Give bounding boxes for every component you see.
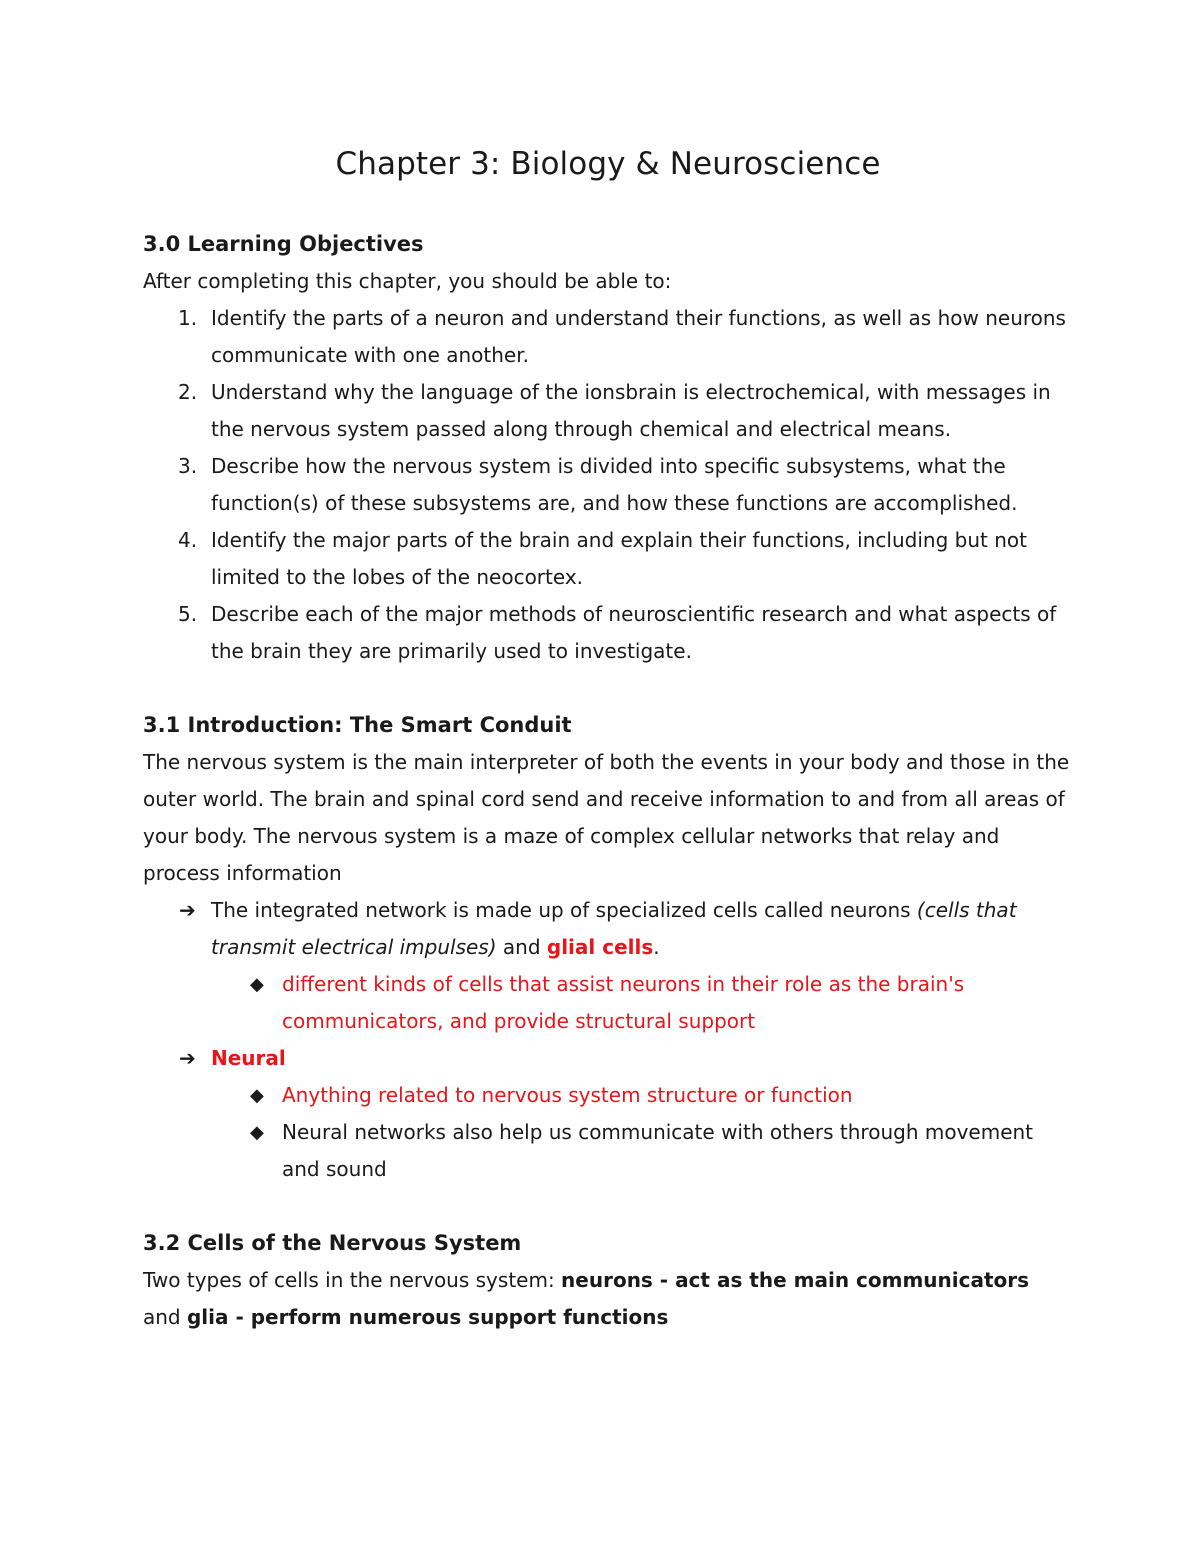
objective-item: 3. Describe how the nervous system is divided into specific subsystems, what the function(s) of these subsystems are, and how these functions are accomplished.	[178, 454, 1018, 515]
objectives-intro: After completing this chapter, you should be able to:	[143, 269, 672, 293]
bullet-integrated-network: ➔ The integrated network is made up of specialized cells called neurons (cells that transmit electrical impulses) and glial cells.	[143, 892, 1073, 966]
sub-bullet-neural-networks: ◆ Neural networks also help us communicate with others through movement and sound	[143, 1114, 1073, 1188]
section-heading-3-2: 3.2 Cells of the Nervous System	[143, 1231, 522, 1255]
glial-cells-term: glial cells	[546, 935, 654, 959]
intro-paragraph: The nervous system is the main interpreter of both the events in your body and those in the outer world. The brain and spinal cord send and receive information to and from all areas of your body. The nervous system is a maze of complex cellular networks that relay and process information	[143, 750, 1070, 885]
objective-item: 5. Describe each of the major methods of neuroscientific research and what aspects of the brain they are primarily used to investigate.	[178, 602, 1057, 663]
objective-item: 1. Identify the parts of a neuron and understand their functions, as well as how neurons communicate with one another.	[178, 306, 1066, 367]
page-title: Chapter 3: Biology & Neuroscience	[335, 146, 881, 182]
sub-bullet-glial-definition: ◆ different kinds of cells that assist neurons in their role as the brain's communicators, and provide structural support	[143, 966, 1073, 1040]
document-page	[143, 140, 1073, 1336]
objective-item: 4. Identify the major parts of the brain and explain their functions, including but not limited to the lobes of the neocortex.	[178, 528, 1027, 589]
diamond-icon: ◆	[250, 1085, 264, 1106]
objective-item: 2. Understand why the language of the ionsbrain is electrochemical, with messages in the nervous system passed along through chemical and electrical means.	[178, 380, 1051, 441]
diamond-icon: ◆	[250, 1122, 264, 1143]
arrow-icon: ➔	[179, 898, 196, 922]
objectives-list	[143, 300, 1073, 670]
cell-types-paragraph: Two types of cells in the nervous system: neurons - act as the main communicators and glia - perform numerous support functions	[143, 1268, 1030, 1329]
section-heading-3-0: 3.0 Learning Objectives	[143, 232, 424, 256]
sub-bullet-neural-definition: ◆ Anything related to nervous system structure or function	[143, 1077, 1073, 1114]
bullet-neural	[143, 1040, 1073, 1077]
diamond-icon: ◆	[250, 974, 264, 995]
neural-term: Neural	[211, 1046, 286, 1070]
section-heading-3-1: 3.1 Introduction: The Smart Conduit	[143, 713, 572, 737]
arrow-icon: ➔	[179, 1046, 196, 1070]
